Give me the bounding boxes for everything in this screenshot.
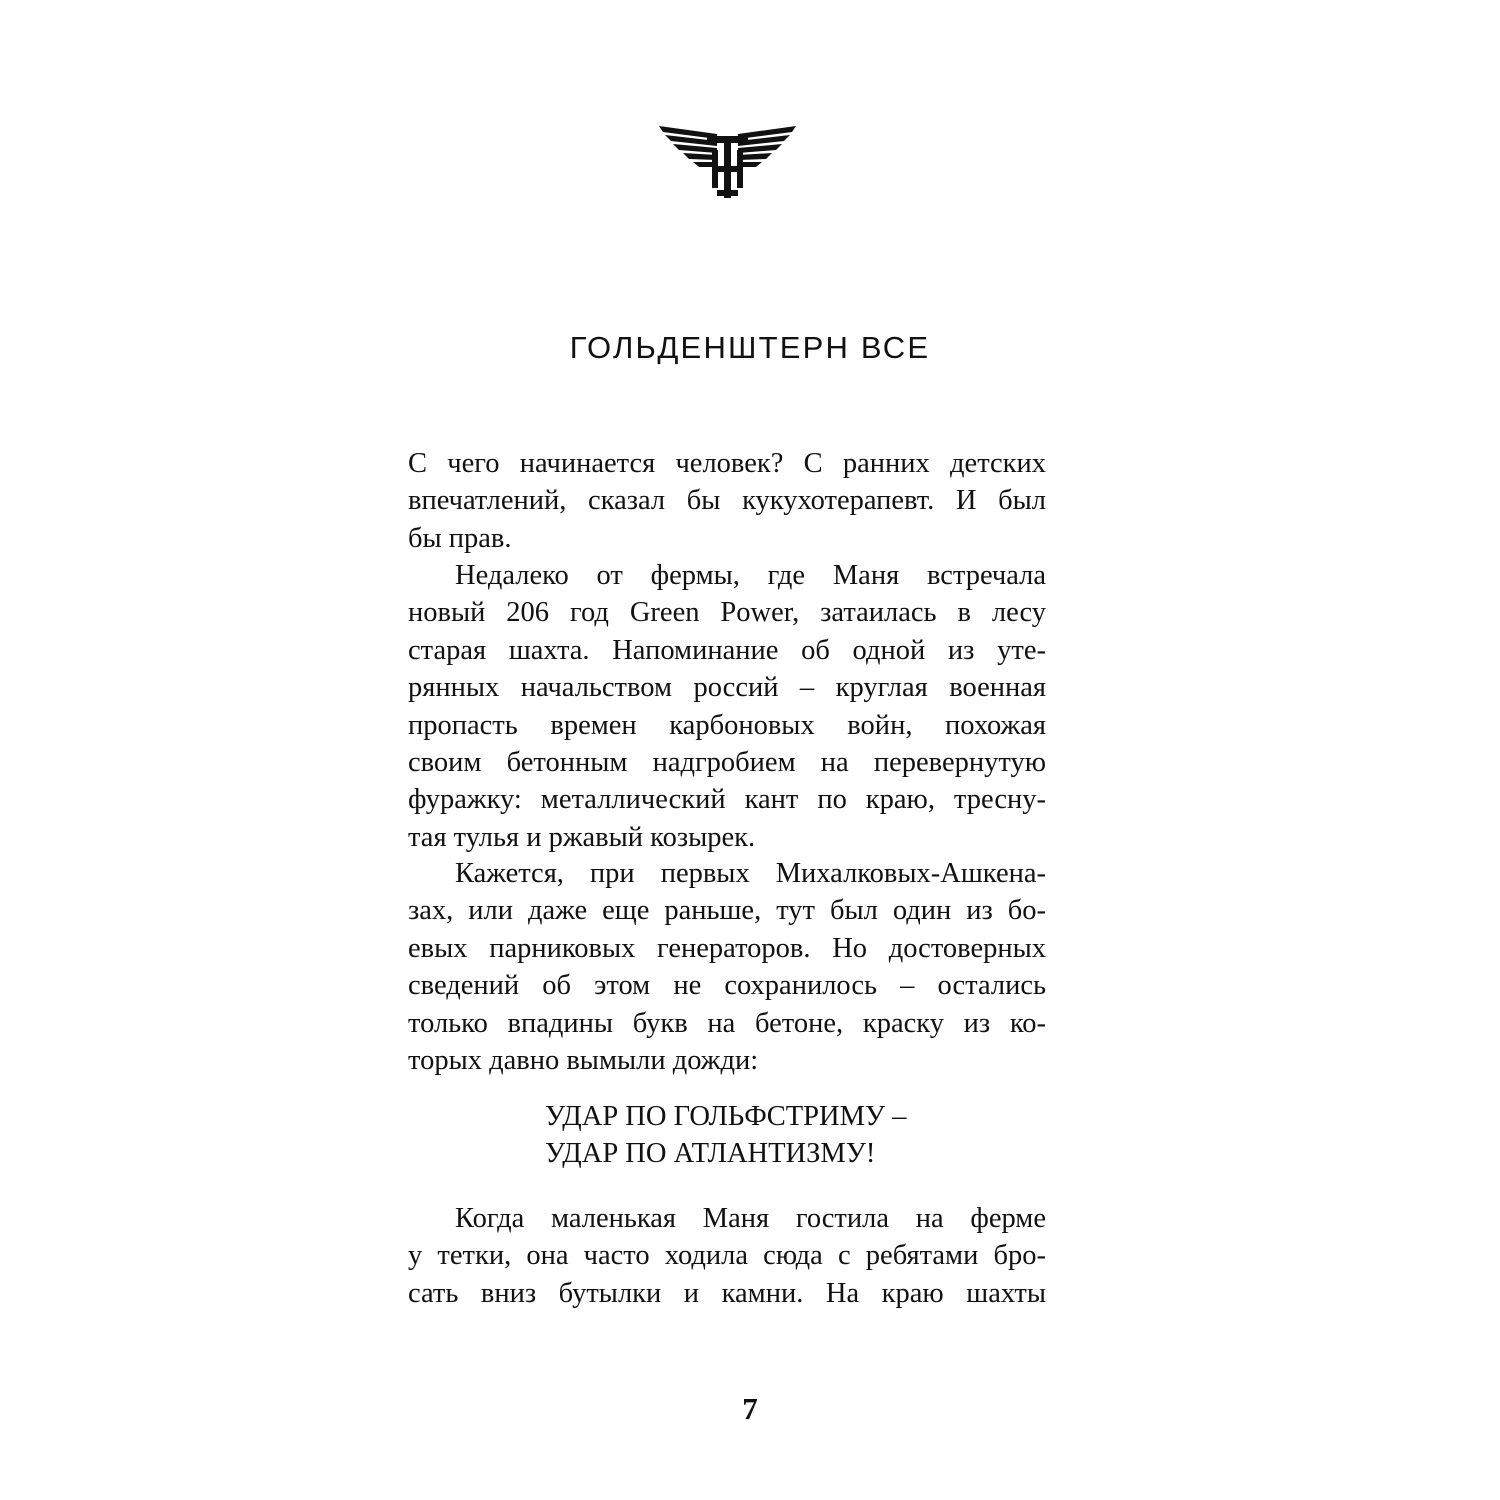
- text-line: фуражку: металлический кант по краю, тресну-: [408, 784, 1046, 816]
- text-line: рянных начальством россий – круглая военная: [408, 672, 1046, 704]
- slogan-line: УДАР ПО АТЛАНТИЗМУ!: [545, 1138, 876, 1170]
- text-line: старая шахта. Напоминание об одной из уте-: [408, 634, 1046, 666]
- paragraph-3: [408, 855, 1046, 1079]
- text-line: сать вниз бутылки и камни. На краю шахты: [408, 1277, 1046, 1309]
- chapter-title: ГОЛЬДЕНШТЕРН ВСЕ: [569, 330, 931, 365]
- text-line: только впадины букв на бетоне, краску из ко-: [408, 1007, 1046, 1039]
- winged-emblem-icon: [655, 120, 800, 200]
- text-line: новый 206 год Green Power, затаилась в лесу: [408, 597, 1046, 629]
- text-line: Когда маленькая Маня гостила на ферме: [455, 1203, 1046, 1234]
- text-line: своим бетонным надгробием на перевернутую: [408, 747, 1046, 779]
- text-line: у тетки, она часто ходила сюда с ребятами бро-: [408, 1240, 1046, 1272]
- slogan-block: [545, 1098, 906, 1173]
- text-line: сведений об этом не сохранилось – остались: [408, 970, 1046, 1002]
- text-line: евых парниковых генераторов. Но достоверных: [408, 932, 1046, 964]
- slogan-line: УДАР ПО ГОЛЬФСТРИМУ –: [545, 1101, 907, 1132]
- text-line: Недалеко от фермы, где Маня встречала: [455, 560, 1046, 591]
- text-line: зах, или даже еще раньше, тут был один из бо-: [408, 895, 1046, 927]
- paragraph-1: [408, 445, 1046, 557]
- text-line: бы прав.: [408, 522, 512, 554]
- text-line: тая тулья и ржавый козырек.: [408, 821, 756, 853]
- page-number: 7: [742, 1391, 758, 1426]
- paragraph-2: [408, 557, 1046, 856]
- text-line: С чего начинается человек? С ранних детских: [408, 448, 1046, 479]
- text-line: впечатлений, сказал бы кукухотерапевт. И был: [408, 485, 1046, 517]
- text-line: пропасть времен карбоновых войн, похожая: [408, 709, 1046, 741]
- text-line: Кажется, при первых Михалковых-Ашкена-: [455, 858, 1046, 889]
- paragraph-4: [408, 1200, 1046, 1312]
- text-line: торых давно вымыли дожди:: [408, 1045, 759, 1077]
